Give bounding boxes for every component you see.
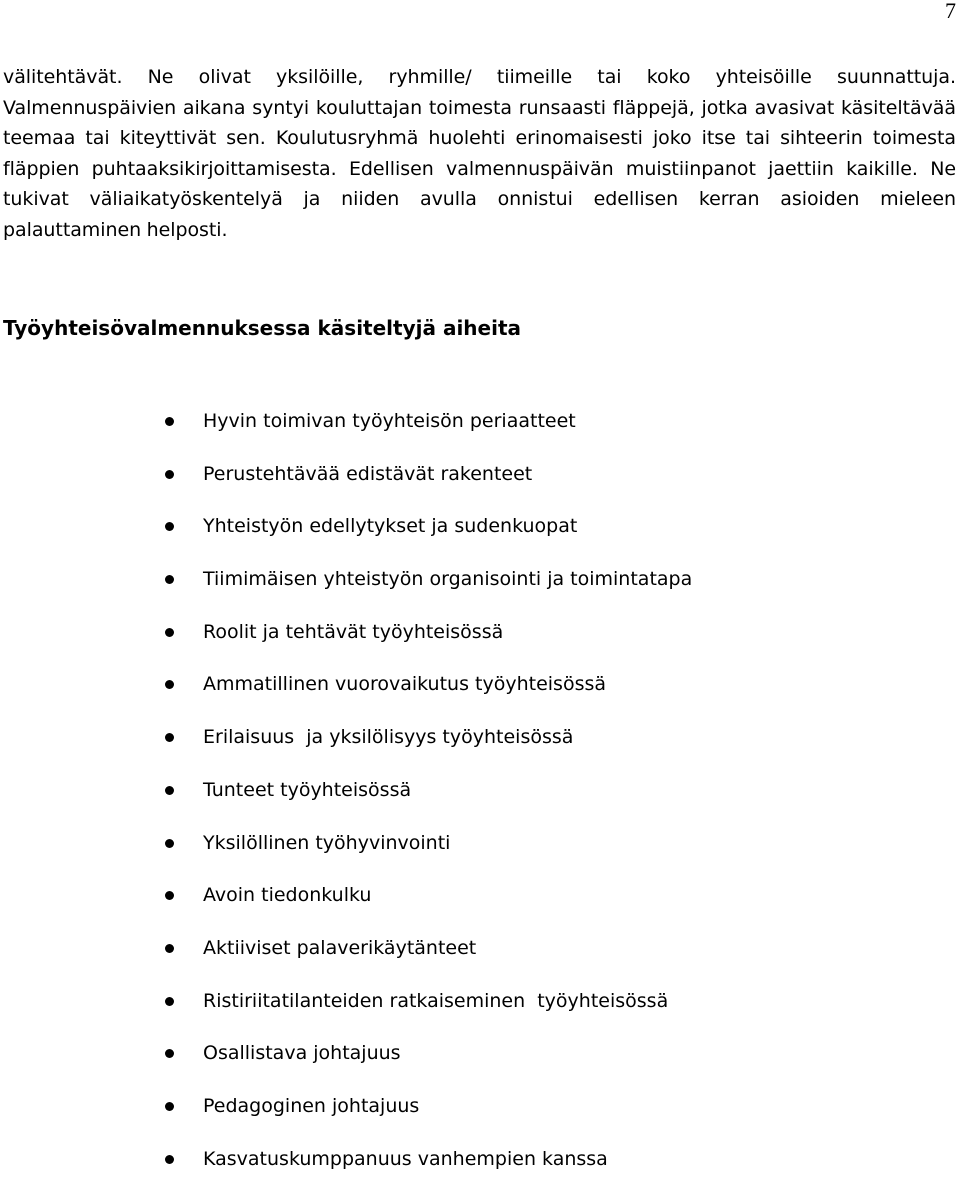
bullet-icon (165, 575, 174, 584)
topic-label: Hyvin toimivan työyhteisön periaatteet (203, 410, 576, 432)
bullet-icon (165, 470, 174, 479)
topic-list-item (0, 1038, 692, 1091)
topic-list-item (0, 722, 692, 775)
topic-label: Tiimimäisen yhteistyön organisointi ja toimintatapa (203, 568, 693, 591)
topic-list-item (0, 459, 692, 512)
topic-list-item (0, 933, 692, 986)
topic-label: Ammatillinen vuorovaikutus työyhteisössä (203, 673, 607, 696)
bullet-icon (165, 417, 174, 426)
section-heading: Työyhteisövalmennuksessa käsiteltyjä aiheita (3, 316, 522, 340)
bullet-icon (165, 997, 174, 1006)
topic-label: Avoin tiedonkulku (203, 884, 372, 907)
topic-list-item (0, 1091, 692, 1144)
topic-label: Kasvatuskumppanuus vanhempien kanssa (203, 1147, 608, 1170)
topic-list (0, 406, 692, 1196)
bullet-icon (165, 1049, 174, 1058)
topic-list-item (0, 775, 692, 828)
topic-list-item (0, 406, 692, 459)
bullet-icon (165, 1102, 174, 1111)
page-number: 7 (945, 0, 956, 23)
topic-label: Roolit ja tehtävät työyhteisössä (203, 620, 504, 643)
topic-list-item (0, 617, 692, 670)
topic-list-item (0, 880, 692, 933)
topic-label: Perustehtävää edistävät rakenteet (203, 462, 533, 485)
topic-label: Yhteistyön edellytykset ja sudenkuopat (203, 515, 578, 538)
topic-label: Yksilöllinen työhyvinvointi (203, 831, 451, 854)
bullet-icon (165, 944, 174, 953)
bullet-icon (165, 733, 174, 742)
topic-list-item (0, 828, 692, 881)
topic-label: Erilaisuus ja yksilölisyys työyhteisössä (203, 726, 574, 749)
bullet-icon (165, 1155, 174, 1164)
bullet-icon (165, 839, 174, 848)
bullet-icon (165, 680, 174, 689)
topic-label: Ristiriitatilanteiden ratkaiseminen työyhteisössä (203, 989, 669, 1012)
topic-label: Tunteet työyhteisössä (203, 778, 412, 801)
topic-list-item (0, 1144, 692, 1196)
topic-list-item (0, 511, 692, 564)
bullet-icon (165, 522, 174, 531)
topic-label: Pedagoginen johtajuus (203, 1094, 420, 1117)
topic-list-item (0, 986, 692, 1039)
topic-label: Osallistava johtajuus (203, 1042, 401, 1065)
intro-paragraph: välitehtävät. Ne olivat yksilöille, ryhmille/ tiimeille tai koko yhteisöille suunnattuja. Valmennuspäivien aikana syntyi kouluttajan toimesta runsaasti fläppejä, jotka avasivat käsiteltävää teemaa tai kiteyttivät sen. Koulutusryhmä huolehti erinomaisesti joko itse tai sihteerin toimesta fläppien puhtaaksikirjoittamisesta. Edellisen valmennuspäivän muistiinpanot jaettiin kaikille. Ne tukivat väliaikatyöskentelyä ja niiden avulla onnistui edellisen kerran asioiden mieleen palauttaminen helposti. (3, 66, 956, 241)
topic-list-item (0, 564, 692, 617)
bullet-icon (165, 786, 174, 795)
bullet-icon (165, 891, 174, 900)
topic-label: Aktiiviset palaverikäytänteet (203, 936, 477, 959)
topic-list-item (0, 669, 692, 722)
bullet-icon (165, 628, 174, 637)
